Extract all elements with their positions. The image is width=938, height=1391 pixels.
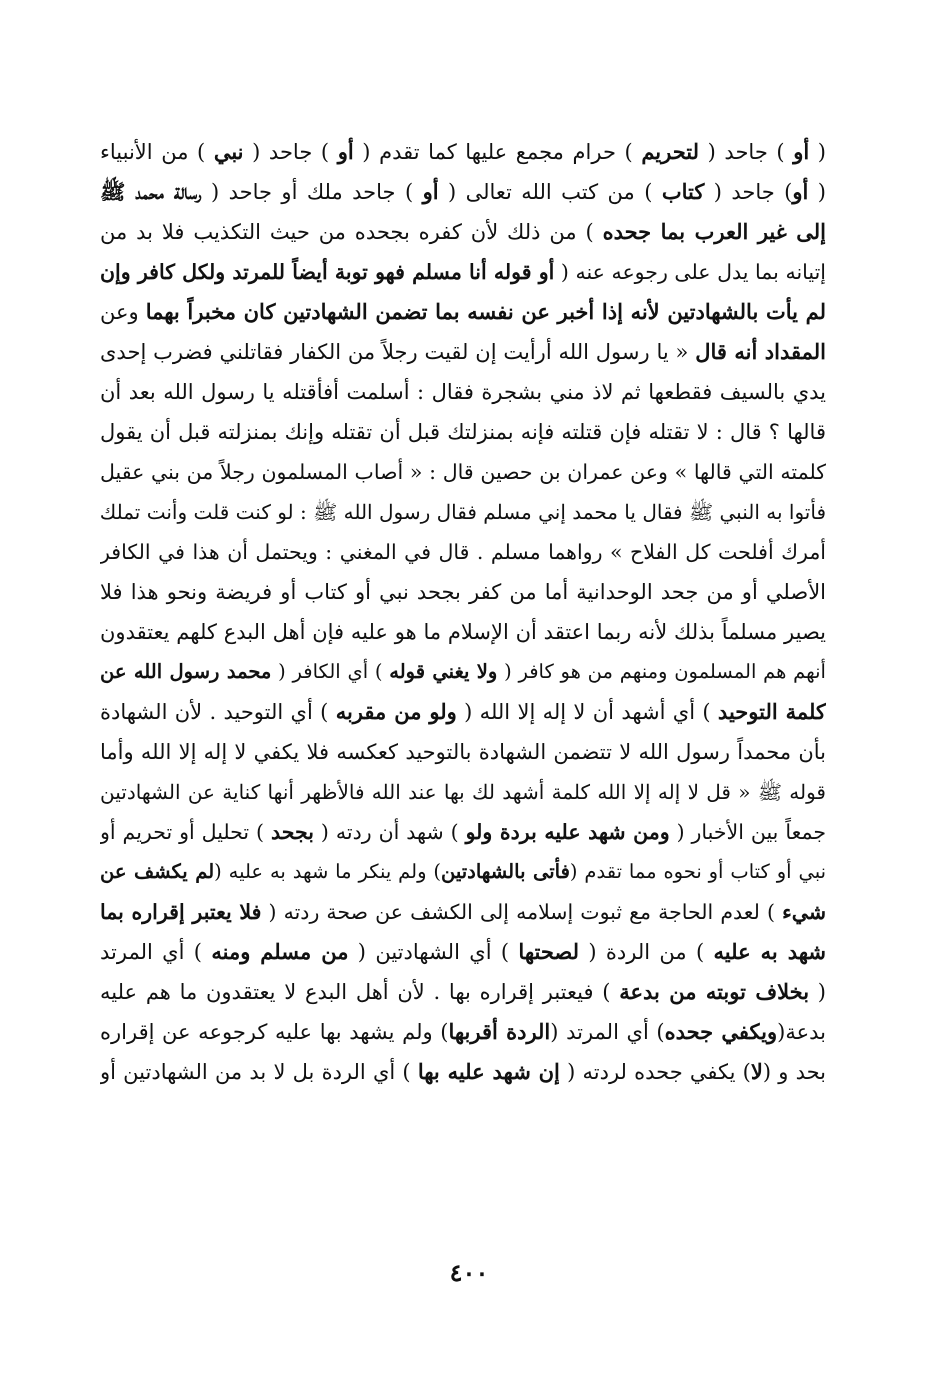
bold-text-segment: أو — [337, 139, 354, 164]
bold-text-segment: فلا يعتبر إقراره بما — [100, 900, 262, 924]
text-line — [100, 572, 826, 612]
text-segment: ) لعدم الحاجة مع ثبوت إسلامه إلى الكشف عن صحة ردته ( — [261, 900, 783, 924]
text-segment: الأصلي أو من جحد الوحدانية أما من كفر بجحد نبي أو كتاب أو فريضة ونحو هذا فلا — [100, 580, 826, 604]
bold-text-segment: من مسلم ومنه — [211, 939, 349, 964]
bold-text-segment: بخلاف توبته من بدعة — [619, 979, 810, 1004]
text-segment: « يا رسول الله أرأيت إن لقيت رجلاً من الكفار فقاتلني فضرب إحدى — [100, 340, 696, 364]
bold-text-segment: أو — [792, 179, 809, 204]
text-line — [100, 852, 826, 892]
bold-text-segment: كلمة التوحيد — [717, 699, 826, 724]
text-segment: ( — [808, 180, 826, 204]
bold-text-segment: لا — [750, 1059, 763, 1084]
text-line — [100, 132, 826, 172]
bold-text-segment: ويكفي جحده — [664, 1019, 778, 1044]
text-segment: ) من الردة ( — [579, 940, 714, 964]
text-line — [100, 492, 826, 532]
bold-text-segment: المقداد أنه قال — [695, 339, 826, 364]
text-segment: ) من كتب الله تعالى ( — [438, 180, 662, 204]
text-line — [100, 772, 826, 812]
bold-text-segment: فأتى بالشهادتين — [441, 860, 570, 883]
bold-text-segment: محمد رسول الله عن — [100, 660, 272, 683]
text-segment: نبي أو كتاب أو نحوه مما تقدم ( — [569, 860, 826, 883]
text-segment: ) من ذلك لأن كفره بجحده من حيث التكذيب فلا بد من — [100, 220, 603, 244]
bold-text-segment: لم يكشف عن — [100, 860, 215, 883]
text-segment: ) أي الكافر ( — [271, 660, 390, 683]
text-line — [100, 932, 826, 972]
text-segment: ) أي التوحيد . لأن الشهادة — [100, 700, 336, 724]
text-segment: ) جاحد ملك أو جاحد ( — [201, 180, 423, 204]
bold-text-segment: شيء — [782, 900, 826, 924]
bold-text-segment: أو قوله أنا مسلم فهو توبة أيضاً للمرتد ولكل كافر وإن — [100, 260, 555, 284]
text-segment: ) أي المرتد ( — [550, 1020, 665, 1044]
text-segment: بدعة( — [777, 1020, 826, 1044]
text-segment: ( — [809, 980, 826, 1004]
text-line — [100, 532, 826, 572]
text-segment: ) ولم يشهد بها عليه كرجوعه عن إقراره — [100, 1020, 449, 1044]
text-segment: يدي بالسيف فقطعها ثم لاذ مني بشجرة فقال : أسلمت أفأقتله يا رسول الله بعد أن — [100, 380, 826, 404]
bold-text-segment: كتاب — [661, 179, 705, 204]
text-segment: بحد و ( — [762, 1060, 826, 1084]
bold-text-segment: أو — [793, 139, 810, 164]
text-segment: جمعاً بين الأخبار ( — [669, 820, 826, 844]
bold-text-segment: ولا يغني قوله — [389, 660, 498, 683]
text-segment: كلمته التي قالها » وعن عمران بن حصين قال : « أصاب المسلمون رجلاً من بني عقيل — [100, 460, 826, 484]
text-segment: ( — [809, 140, 826, 164]
body-text — [100, 132, 826, 1092]
bold-text-segment: إلى غير العرب بما جحده — [602, 219, 826, 244]
bold-text-segment: ومن شهد عليه بردة ولو — [465, 820, 670, 844]
text-line — [100, 812, 826, 852]
text-line — [100, 612, 826, 652]
bold-text-segment: نبي — [213, 139, 244, 164]
bold-text-segment: شهد به عليه — [713, 939, 826, 964]
text-segment: قالها ؟ قال : لا تقتله فإن قتلته فإنه بمنزلتك قبل أن تقتله وإنك بمنزلته قبل أن يقول — [100, 420, 826, 444]
text-line — [100, 292, 826, 332]
text-segment: ) أي الشهادتين ( — [348, 940, 519, 964]
text-segment: ) حرام مجمع عليها كما تقدم ( — [353, 140, 642, 164]
text-line — [100, 172, 826, 212]
text-line — [100, 452, 826, 492]
text-line — [100, 652, 826, 692]
text-segment: ) جاحد ( — [243, 140, 338, 164]
page-number: ٤٠٠ — [449, 1258, 489, 1287]
text-line — [100, 252, 826, 292]
text-line — [100, 332, 826, 372]
text-segment: ) من الأنبياء — [100, 140, 214, 164]
text-line — [100, 1012, 826, 1052]
text-segment: ) أي الردة بل لا بد من الشهادتين أو — [100, 1060, 418, 1084]
bold-text-segment: ولو من مقربه — [335, 699, 457, 724]
text-line — [100, 972, 826, 1012]
bold-text-segment: لتحريم — [641, 139, 700, 164]
text-segment: قوله ﷺ « قل لا إله إلا الله كلمة أشهد لك بها عند الله فالأظهر أنها كناية عن الشهادتين — [100, 780, 826, 804]
bold-text-segment: لصحتها — [518, 939, 580, 964]
text-segment: ) تحليل أو تحريم أو — [100, 820, 272, 844]
text-segment: يصير مسلماً بذلك لأنه ربما اعتقد أن الإسلام ما هو عليه فإن أهل البدع كلهم يعتقدون — [100, 620, 826, 644]
text-line — [100, 1052, 826, 1092]
text-segment: ) يكفي جحده لردته ( — [559, 1060, 751, 1084]
text-segment: ) أي المرتد — [100, 940, 212, 964]
text-line — [100, 212, 826, 252]
bold-text-segment: إن شهد عليه بها — [417, 1059, 560, 1084]
text-segment: ) ولم ينكر ما شهد به عليه ( — [214, 860, 442, 883]
bold-text-segment: رسالة محمد ﷺ — [100, 179, 202, 204]
text-line — [100, 412, 826, 452]
text-line — [100, 892, 826, 932]
text-segment: بأن محمداً رسول الله لا تتضمن الشهادة بالتوحيد كعكسه فلا يكفي لا إله إلا الله وأما — [100, 740, 826, 764]
text-segment: ) أي أشهد أن لا إله إلا الله ( — [456, 700, 718, 724]
text-segment: وعن — [100, 300, 146, 324]
text-segment: فأتوا به النبي ﷺ فقال يا محمد إني مسلم فقال رسول الله ﷺ : لو كنت قلت وأنت تملك — [100, 500, 826, 524]
text-line — [100, 372, 826, 412]
bold-text-segment: الردة أقربها — [448, 1019, 551, 1044]
text-segment: أنهم هم المسلمون ومنهم من هو كافر ( — [497, 660, 826, 683]
text-segment: أمرك أفلحت كل الفلاح » رواهما مسلم . قال في المغني : ويحتمل أن هذا في الكافر — [100, 540, 826, 564]
text-segment: ) جاحد ( — [699, 140, 794, 164]
text-segment: ) فيعتبر إقراره بها . لأن أهل البدع لا يعتقدون ما هم عليه — [100, 980, 620, 1004]
text-line — [100, 732, 826, 772]
bold-text-segment: لم يأت بالشهادتين لأنه إذا أخبر عن نفسه بما تضمن الشهادتين كان مخبراً بهما — [145, 299, 826, 324]
bold-text-segment: أو — [422, 179, 439, 204]
text-segment: إتيانه بما يدل على رجوعه عنه ( — [554, 260, 826, 284]
bold-text-segment: بجحد — [271, 820, 314, 844]
text-line — [100, 692, 826, 732]
text-segment: ) شهد أن ردته ( — [313, 820, 466, 844]
text-segment: ) جاحد ( — [704, 180, 793, 204]
